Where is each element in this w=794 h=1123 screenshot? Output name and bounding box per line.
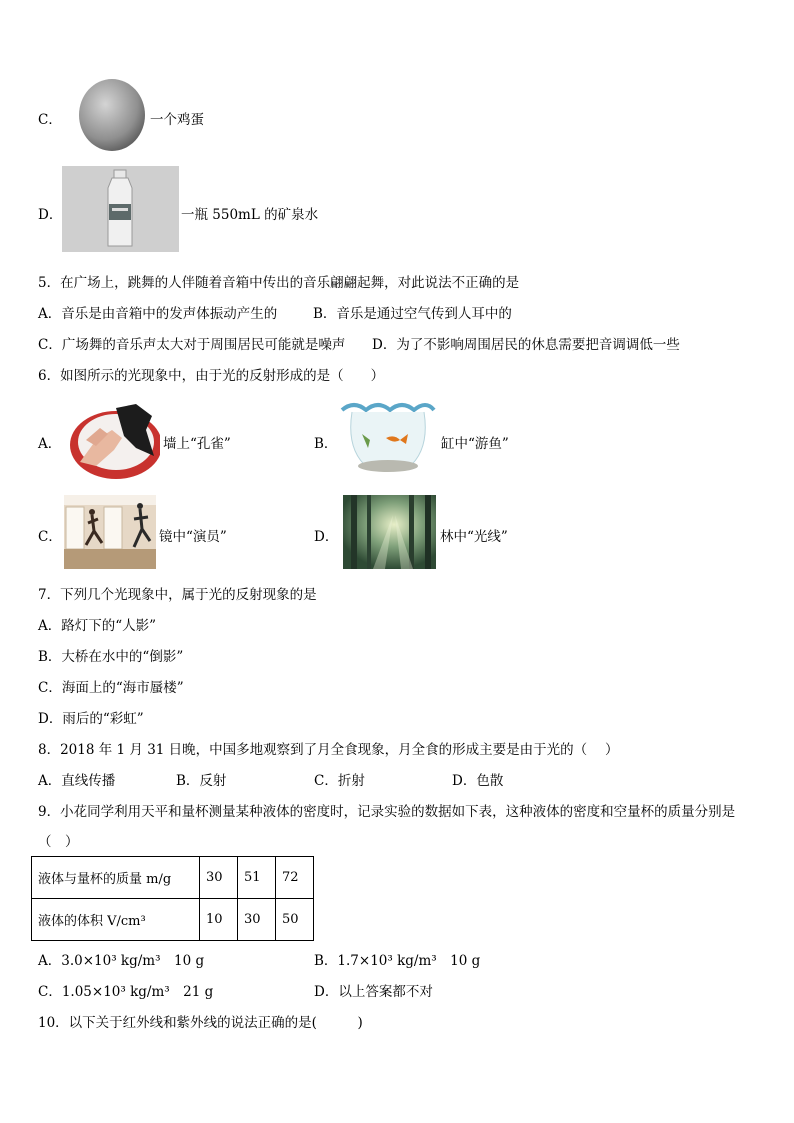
q9-option-d: D．以上答案都不对 bbox=[314, 984, 433, 1000]
q6-option-b-text: 缸中“游鱼” bbox=[441, 436, 509, 452]
q9-data-table bbox=[31, 856, 314, 941]
table-row bbox=[32, 857, 314, 899]
water-bottle-image bbox=[62, 166, 179, 252]
table-cell: 30 bbox=[200, 857, 238, 899]
q7-option-c: C．海面上的“海市蜃楼” bbox=[38, 680, 184, 696]
q9-paren: （ ） bbox=[38, 834, 79, 850]
q4-option-c-letter: C． bbox=[38, 112, 62, 128]
q4-option-c-text: 一个鸡蛋 bbox=[150, 112, 204, 128]
q7-stem: 7．下列几个光现象中，属于光的反射现象的是 bbox=[38, 587, 317, 603]
q6-option-a-letter: A． bbox=[38, 436, 62, 452]
table-row-label: 液体与量杯的质量 m/g bbox=[32, 857, 200, 899]
q9-option-a: A．3.0×10³ kg/m³ 10 g bbox=[38, 953, 205, 969]
q8-stem: 8．2018 年 1 月 31 日晚，中国多地观察到了月全食现象，月全食的形成主要是由于光的（ ） bbox=[38, 742, 619, 758]
q4-option-d-text: 一瓶 550mL 的矿泉水 bbox=[181, 207, 319, 223]
q5-option-d: D．为了不影响周围居民的休息需要把音调调低一些 bbox=[372, 337, 680, 353]
q5-option-c: C．广场舞的音乐声太大对于周围居民可能就是噪声 bbox=[38, 337, 346, 353]
table-row bbox=[32, 899, 314, 941]
q8-option-d: D．色散 bbox=[452, 773, 504, 789]
q10-stem: 10．以下关于红外线和紫外线的说法正确的是( ) bbox=[38, 1015, 363, 1031]
mirror-dancer-image bbox=[64, 495, 156, 569]
fish-tank-image bbox=[338, 400, 438, 480]
q7-option-a: A．路灯下的“人影” bbox=[38, 618, 157, 634]
table-cell: 10 bbox=[200, 899, 238, 941]
q9-stem: 9．小花同学利用天平和量杯测量某种液体的密度时，记录实验的数据如下表，这种液体的密度和空量杯的质量分别是 bbox=[38, 804, 736, 820]
q6-option-c-letter: C． bbox=[38, 529, 62, 545]
q4-option-d-letter: D． bbox=[38, 207, 63, 223]
q6-option-d-letter: D． bbox=[314, 529, 339, 545]
q5-option-a: A．音乐是由音箱中的发声体振动产生的 bbox=[38, 306, 278, 322]
q5-option-b: B．音乐是通过空气传到人耳中的 bbox=[313, 306, 512, 322]
q8-option-b: B．反射 bbox=[176, 773, 227, 789]
q7-option-d: D．雨后的“彩虹” bbox=[38, 711, 144, 727]
shadow-peacock-image bbox=[66, 400, 160, 480]
q9-option-b: B．1.7×10³ kg/m³ 10 g bbox=[314, 953, 481, 969]
table-cell: 30 bbox=[238, 899, 276, 941]
egg-image bbox=[76, 79, 146, 155]
forest-light-image bbox=[343, 495, 436, 569]
q6-option-d-text: 林中“光线” bbox=[440, 529, 508, 545]
q8-option-a: A．直线传播 bbox=[38, 773, 116, 789]
q6-option-a-text: 墙上“孔雀” bbox=[163, 436, 231, 452]
q5-stem: 5．在广场上，跳舞的人伴随着音箱中传出的音乐翩翩起舞，对此说法不正确的是 bbox=[38, 275, 520, 291]
q7-option-b: B．大桥在水中的“倒影” bbox=[38, 649, 184, 665]
q9-option-c: C．1.05×10³ kg/m³ 21 g bbox=[38, 984, 214, 1000]
q6-option-c-text: 镜中“演员” bbox=[159, 529, 227, 545]
q8-option-c: C．折射 bbox=[314, 773, 365, 789]
q6-stem: 6．如图所示的光现象中，由于光的反射形成的是（ ） bbox=[38, 368, 385, 384]
table-cell: 72 bbox=[276, 857, 314, 899]
table-cell: 50 bbox=[276, 899, 314, 941]
q6-option-b-letter: B． bbox=[314, 436, 338, 452]
table-cell: 51 bbox=[238, 857, 276, 899]
table-row-label: 液体的体积 V/cm³ bbox=[32, 899, 200, 941]
